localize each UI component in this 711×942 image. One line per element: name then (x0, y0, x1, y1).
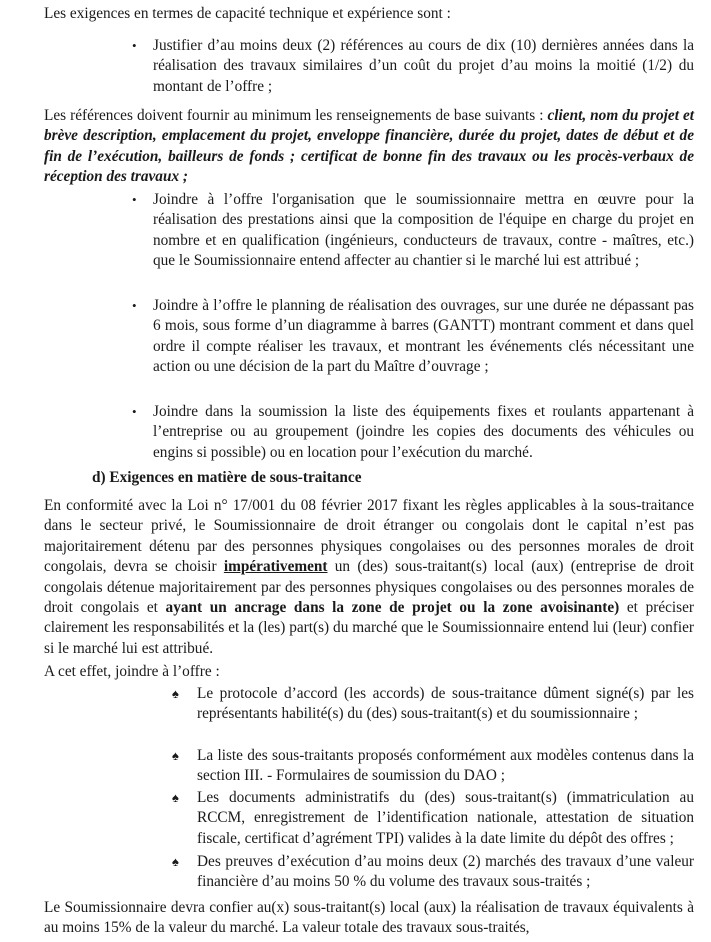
item-text: Le protocole d’accord (les accords) de sous-traitance dûment signé(s) par les représentants habilité(s) du (des) sous-traitant(s) et du soumissionnaire ; (197, 685, 694, 723)
section-heading-subcontracting: d) Exigences en matière de sous-traitance (92, 469, 362, 486)
bullet-icon: • (132, 38, 137, 53)
item-text: La liste des sous-traitants proposés conformément aux modèles contenus dans la section III. - Formulaires de soumission du DAO ; (197, 747, 694, 785)
references-lead: Les références doivent fournir au minimum les renseignements de base suivants : (44, 107, 548, 124)
references-emphasis: client, nom du projet et brève description, emplacement du projet, enveloppe financière, durée du projet, dates de début et de fin de l’exécution, bailleurs de fonds ; certificat de bonne fin des travaux ou les procès-verbaux de réception des travaux ; (44, 107, 694, 186)
bullet-icon: • (132, 404, 137, 419)
item-text: Des preuves d’exécution d’au moins deux (2) marchés des travaux d’une valeur financière d’au moins 50 % du volume des travaux sous-traités ; (197, 853, 694, 891)
bullet-text: Joindre à l’offre l'organisation que le soumissionnaire mettra en œuvre pour la réalisation des prestations ainsi que la composition de l'équipe en charge du projet en nombre et en qualification (ingénieurs, conducteurs de travaux, contre - maîtres, etc.) que le Soumissionnaire entend affecter au chantier si le marché lui est attribué ; (153, 191, 694, 270)
bullet-icon: • (132, 298, 137, 313)
bullet-text: Joindre à l’offre le planning de réalisation des ouvrages, sur une durée ne dépassant pas 6 mois, sous forme d’un diagramme à barres (GANTT) montrant comment et dans quel ordre il compte réaliser les travaux, et montrant les événements clés nécessitant une action ou une décision de la part du Maître d’ouvrage ; (153, 297, 694, 376)
spade-icon: ♠ (172, 854, 179, 869)
emphasis-underline: impérativement (223, 558, 328, 576)
emphasis-bold: ayant un ancrage dans la zone de projet ou la zone avoisinante) (165, 599, 620, 617)
spade-icon: ♠ (172, 790, 179, 805)
spade-icon: ♠ (172, 686, 179, 701)
subcontracting-paragraph: En conformité avec la Loi n° 17/001 du 08 février 2017 fixant les règles applicables à la sous-traitance dans le secteur privé, le Soumissionnaire de droit étranger ou congolais dont le capital n’est pas majoritairement détenu par des personnes physiques congolaises ou des personnes morales de droit congolais, devra se choisir impérativement un (des) sous-traitant(s) local (aux) (entreprise de droit congolais détenue majoritairement par des personnes physiques congolaises ou des personnes morales de droit congolais et ayant un ancrage dans la zone de projet ou la zone avoisinante) et préciser clairement les responsabilités et la (les) part(s) du marché que le Soumissionnaire entend lui (leur) confier si le marché lui est attribué. (44, 497, 694, 657)
spade-icon: ♠ (172, 748, 179, 763)
bullet-text: Joindre dans la soumission la liste des équipements fixes et roulants appartenant à l’entreprise ou au groupement (joindre les copies des documents des véhicules ou engins si possible) ou en location pour l’exécution du marché. (153, 403, 694, 461)
item-text: Les documents administratifs du (des) sous-traitant(s) (immatriculation au RCCM, enregistrement de l’identification nationale, attestation de situation fiscale, certificat d’agrément TPI) valides à la date limite du dépôt des offres ; (197, 789, 694, 847)
references-paragraph (44, 106, 694, 188)
bullet-icon: • (132, 192, 137, 207)
bullet-text: Justifier d’au moins deux (2) références au cours de dix (10) dernières années dans la réalisation des travaux similaires d’un coût du projet d’au moins la moitié (1/2) du montant de l’offre ; (153, 37, 694, 95)
closing-paragraph: Le Soumissionnaire devra confier au(x) sous-traitant(s) local (aux) la réalisation de travaux équivalents à au moins 15% de la valeur du marché. La valeur totale des travaux sous-traités, (44, 899, 694, 937)
subcontracting-lead: A cet effet, joindre à l’offre : (44, 663, 220, 680)
capacity-intro: Les exigences en termes de capacité technique et expérience sont : (44, 5, 451, 22)
